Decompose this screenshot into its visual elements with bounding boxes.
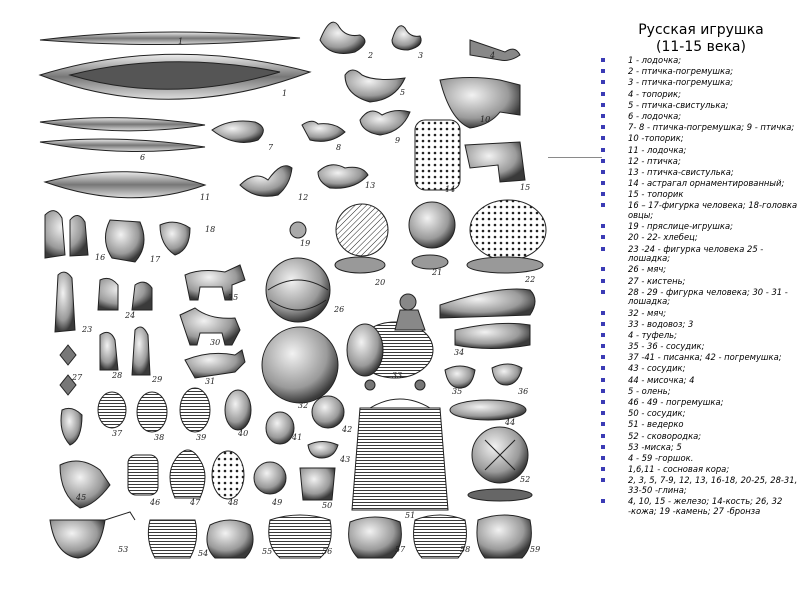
plate-number: 9 (395, 136, 401, 145)
legend-item: 28 - 29 - фигурка человека; 30 - 31 - лошадка; (598, 288, 798, 307)
plate-number: 51 (405, 511, 416, 520)
plate-number: 44 (505, 418, 516, 427)
plate-number: 46 (150, 498, 161, 507)
plate-number: 21 (432, 268, 443, 277)
plate-number: 11 (200, 193, 211, 202)
plate-number: 58 (460, 545, 471, 554)
vessel-50 (300, 468, 335, 500)
legend-item: 4 - топорик; (598, 90, 798, 100)
legend-item: 43 - сосудик; (598, 364, 798, 374)
plate-number: 33 (392, 371, 403, 380)
plate-number: 3 (418, 51, 424, 60)
legend-item: 13 - птичка-свистулька; (598, 168, 798, 178)
plate-number: 1 (282, 89, 288, 98)
legend-item: 44 - мисочка; 4 (598, 376, 798, 386)
boat-1-top (40, 32, 300, 45)
plate-number: 39 (196, 433, 207, 442)
plate-number: 20 (375, 278, 386, 287)
figure-17 (105, 220, 144, 262)
plate-number: 42 (342, 425, 353, 434)
legend-item: 7- 8 - птичка-погремушка; 9 - птичка; (598, 123, 798, 133)
legend-item: 10 -топорик; (598, 134, 798, 144)
plate-number: 57 (395, 545, 406, 554)
legend-item: 35 - 36 - сосудик; (598, 342, 798, 352)
legend-item: 52 - сковородка; (598, 432, 798, 442)
plate-number: 16 (95, 253, 106, 262)
sheep-head-18 (160, 222, 190, 255)
legend-item: 11 - лодочка; (598, 146, 798, 156)
figure-29 (132, 327, 150, 375)
egg-37 (98, 392, 126, 428)
plate-number: 19 (300, 239, 311, 248)
axe-15 (465, 142, 525, 182)
title-line-1: Русская игрушка (638, 22, 764, 38)
plate-number: 41 (292, 433, 303, 442)
plate-number: 26 (334, 305, 345, 314)
pot-54 (148, 520, 196, 558)
plate-number: 5 (400, 88, 406, 97)
legend-item: 2, 3, 5, 7-9, 12, 13, 16-18, 20-25, 28-31, 33-50 -глина; (598, 476, 798, 495)
plate-number: 55 (262, 547, 273, 556)
plate-number: 49 (272, 498, 283, 507)
legend-item: 23 -24 - фигурка человека 25 - лошадка; (598, 245, 798, 264)
legend-item: 19 - пряслице-игрушка; (598, 222, 798, 232)
plate-number: 53 (118, 545, 129, 554)
plate-number: 36 (518, 387, 529, 396)
bread-22 (470, 200, 546, 260)
bucket-51 (352, 408, 448, 510)
figure-24 (98, 278, 152, 310)
legend-item: 4, 10, 15 - железо; 14-кость; 26, 32 -кожа; 19 -камень; 27 -бронза (598, 497, 798, 516)
legend-item: 4 - 59 -горшок. (598, 454, 798, 464)
plate-number: 38 (154, 433, 165, 442)
plate-number: 45 (76, 493, 87, 502)
plate-number: 1 (178, 37, 184, 46)
plate-number: 29 (152, 375, 163, 384)
legend-item: 26 - мяч; (598, 265, 798, 275)
pot-59 (477, 515, 531, 558)
boat-11 (45, 172, 205, 198)
legend-item: 53 -миска; 5 (598, 443, 798, 453)
rattle-46 (128, 455, 158, 495)
plate-number: 50 (322, 501, 333, 510)
plate-number: 30 (210, 338, 221, 347)
plate-number: 10 (480, 115, 491, 124)
bread-21 (409, 202, 455, 248)
bird-5 (345, 70, 405, 102)
boat-6 (40, 118, 205, 131)
plate-number: 22 (525, 275, 536, 284)
legend-item: 2 - птичка-погремушка; (598, 67, 798, 77)
deer-figure-top (61, 408, 82, 445)
plate-number: 17 (150, 255, 161, 264)
plate-number: 2 (368, 51, 374, 60)
legend-item: 5 - олень; (598, 387, 798, 397)
legend-item: 15 - топорик (598, 190, 798, 200)
legend-item: 37 -41 - писанка; 42 - погремушка; (598, 353, 798, 363)
plate-number: 15 (520, 183, 531, 192)
vessel-36 (492, 364, 522, 385)
legend-item: 51 - ведерко (598, 420, 798, 430)
plate-number: 43 (340, 455, 351, 464)
figure-23 (55, 272, 75, 332)
bird-8 (302, 121, 345, 141)
legend-item: 33 - водовоз; 3 (598, 320, 798, 330)
pointer-line (548, 157, 602, 158)
plate-number: 54 (198, 549, 209, 558)
plate-number: 40 (238, 429, 249, 438)
vessel-35 (445, 366, 475, 388)
legend-item: 5 - птичка-свистулька; (598, 101, 798, 111)
pot-58 (414, 515, 467, 558)
legend-item: 1 - лодочка; (598, 56, 798, 66)
plate-number: 56 (322, 547, 333, 556)
plate-number: 37 (112, 429, 123, 438)
legend-item: 46 - 49 - погремушка; (598, 398, 798, 408)
bowl-44 (450, 400, 526, 420)
rattle-49 (254, 462, 286, 494)
figure-16 (45, 211, 88, 258)
plate-number: 28 (112, 371, 123, 380)
vessel-43 (308, 442, 338, 459)
plate-number: 6 (140, 153, 146, 162)
figure-28 (100, 332, 118, 370)
plate-number: 14 (445, 185, 456, 194)
plate-number: 23 (82, 325, 93, 334)
plate-number: 47 (190, 498, 201, 507)
legend-item: 12 - птичка; (598, 157, 798, 167)
slide-title (606, 22, 796, 56)
bird-13 (318, 165, 368, 188)
plate-number: 32 (298, 401, 309, 410)
ball-32 (262, 327, 338, 403)
egg-38 (137, 392, 167, 432)
pot-57 (349, 517, 402, 558)
rattle-47 (170, 450, 205, 498)
legend-item: 14 - астрагал орнаментированный; (598, 179, 798, 189)
plate-number: 8 (336, 143, 342, 152)
bird-12 (240, 166, 292, 197)
rattle-42 (312, 396, 344, 428)
egg-41 (266, 412, 294, 444)
bowl-53 (50, 520, 105, 558)
whorl-19 (290, 222, 306, 238)
bread-20 (336, 204, 388, 256)
plate-number: 48 (228, 498, 239, 507)
legend-list (598, 56, 798, 518)
egg-39 (180, 388, 210, 432)
plate-number: 52 (520, 475, 531, 484)
ball-26 (266, 258, 330, 322)
title-line-2: (11-15 века) (656, 39, 746, 55)
plate-number: 34 (454, 348, 465, 357)
legend-item: 32 - мяч; (598, 309, 798, 319)
plate-number: 24 (125, 311, 136, 320)
legend-item: 6 - лодочка; (598, 112, 798, 122)
legend-item: 50 - сосудик; (598, 409, 798, 419)
legend-item: 4 - туфель; (598, 331, 798, 341)
bird-7 (212, 121, 263, 142)
legend-item: 3 - птичка-погремушка; (598, 78, 798, 88)
bird-3 (392, 26, 421, 50)
rattle-48 (212, 451, 244, 499)
water-carrier-33 (347, 294, 433, 390)
legend-item: 27 - кистень; (598, 277, 798, 287)
legend-item: 20 - 22- хлебец; (598, 233, 798, 243)
astragal-14 (415, 120, 460, 190)
plate-number: 31 (205, 377, 216, 386)
horse-31 (185, 350, 245, 378)
legend-item: 1,6,11 - сосновая кора; (598, 465, 798, 475)
flail-27 (60, 345, 76, 395)
plate-number: 7 (268, 143, 274, 152)
plate-number: 18 (205, 225, 216, 234)
plate-number: 13 (365, 181, 376, 190)
plate-number: 4 (490, 51, 496, 60)
egg-40 (225, 390, 251, 430)
plate-number: 12 (298, 193, 309, 202)
legend-item: 16 – 17-фигурка человека; 18-головка овцы; (598, 201, 798, 220)
bird-9 (360, 111, 410, 135)
plate-number: 35 (452, 387, 463, 396)
bird-2 (320, 22, 365, 53)
shoe-34 (440, 289, 535, 318)
plate-number: 27 (72, 373, 83, 382)
plate-number: 59 (530, 545, 541, 554)
plate-number: 25 (228, 293, 239, 302)
pot-55 (207, 520, 253, 558)
